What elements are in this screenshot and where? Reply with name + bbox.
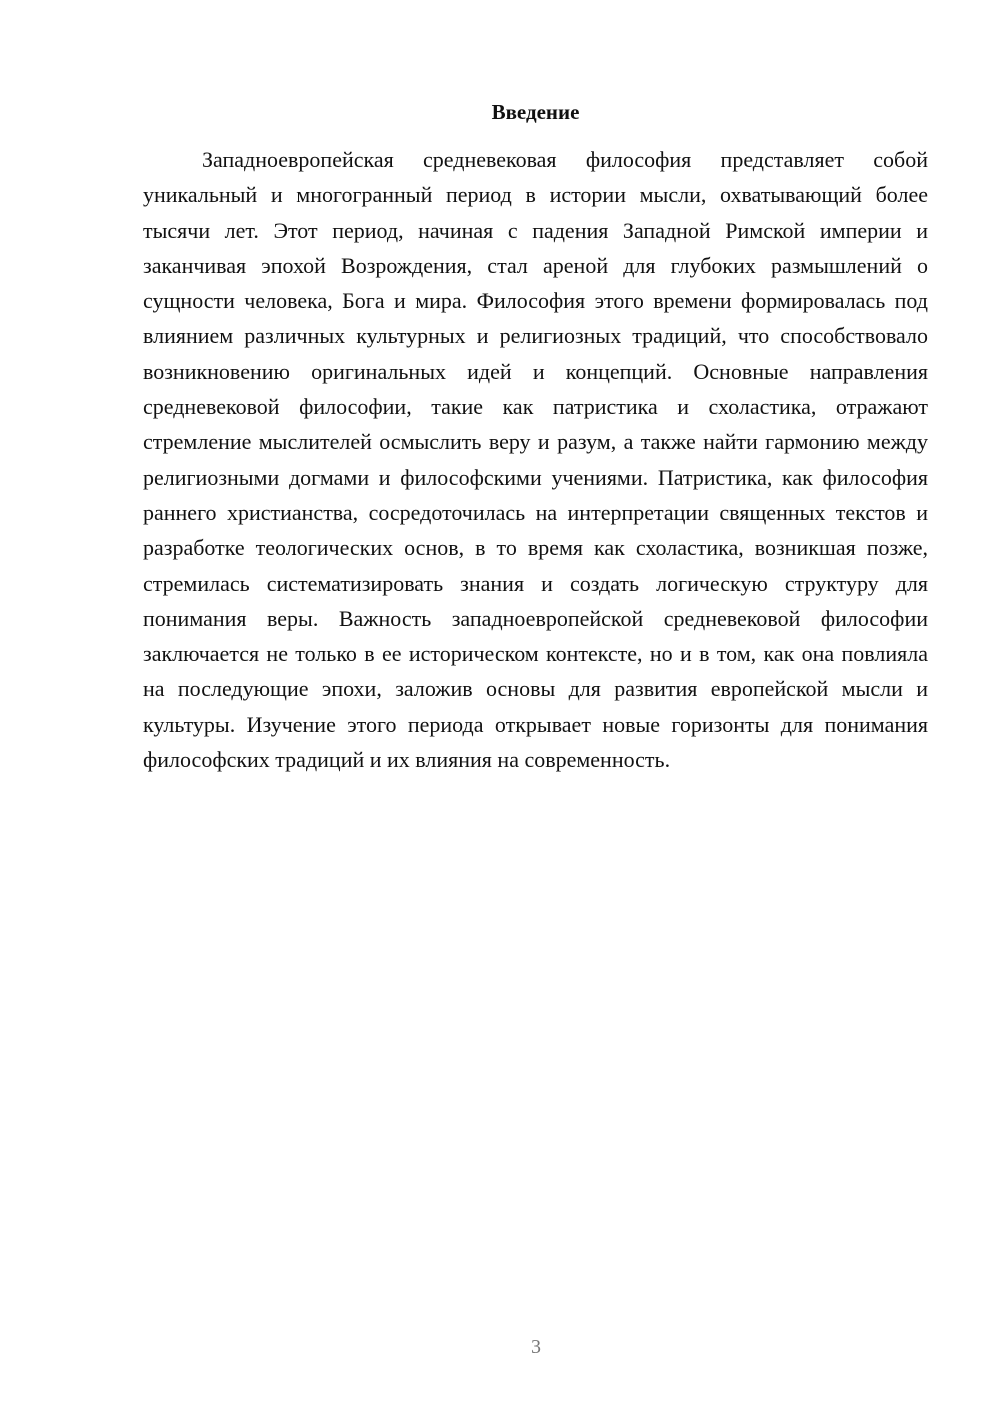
body-paragraph: Западноевропейская средневековая философия представляет собой уникальный и многогранный период в истории мысли, охватывающий более тысячи лет. Этот период, начиная с падения Западной Римской империи и заканчивая эпохой Возрождения, стал ареной для глубоких размышлений о сущности человека, Бога и мира. Философия этого времени формировалась под влиянием различных культурных и религиозных традиций, что способствовало возникновению оригинальных идей и концепций. Основные направления средневековой философии, такие как патристика и схоластика, отражают стремление мыслителей осмыслить веру и разум, а также найти гармонию между религиозными догмами и философскими учениями. Патристика, как философия раннего христианства, сосредоточилась на интерпретации священных текстов и разработке теологических основ, в то время как схоластика, возникшая позже, стремилась систематизировать знания и создать логическую структуру для понимания веры. Важность западноевропейской средневековой философии заключается не только в ее историческом контексте, но и в том, как она повлияла на последующие эпохи, заложив основы для развития европейской мысли и культуры. Изучение этого периода открывает новые горизонты для понимания философских традиций и их влияния на современность. [143,147,928,773]
section-title: Введение [491,100,580,124]
page-number: 3 [531,1336,541,1358]
